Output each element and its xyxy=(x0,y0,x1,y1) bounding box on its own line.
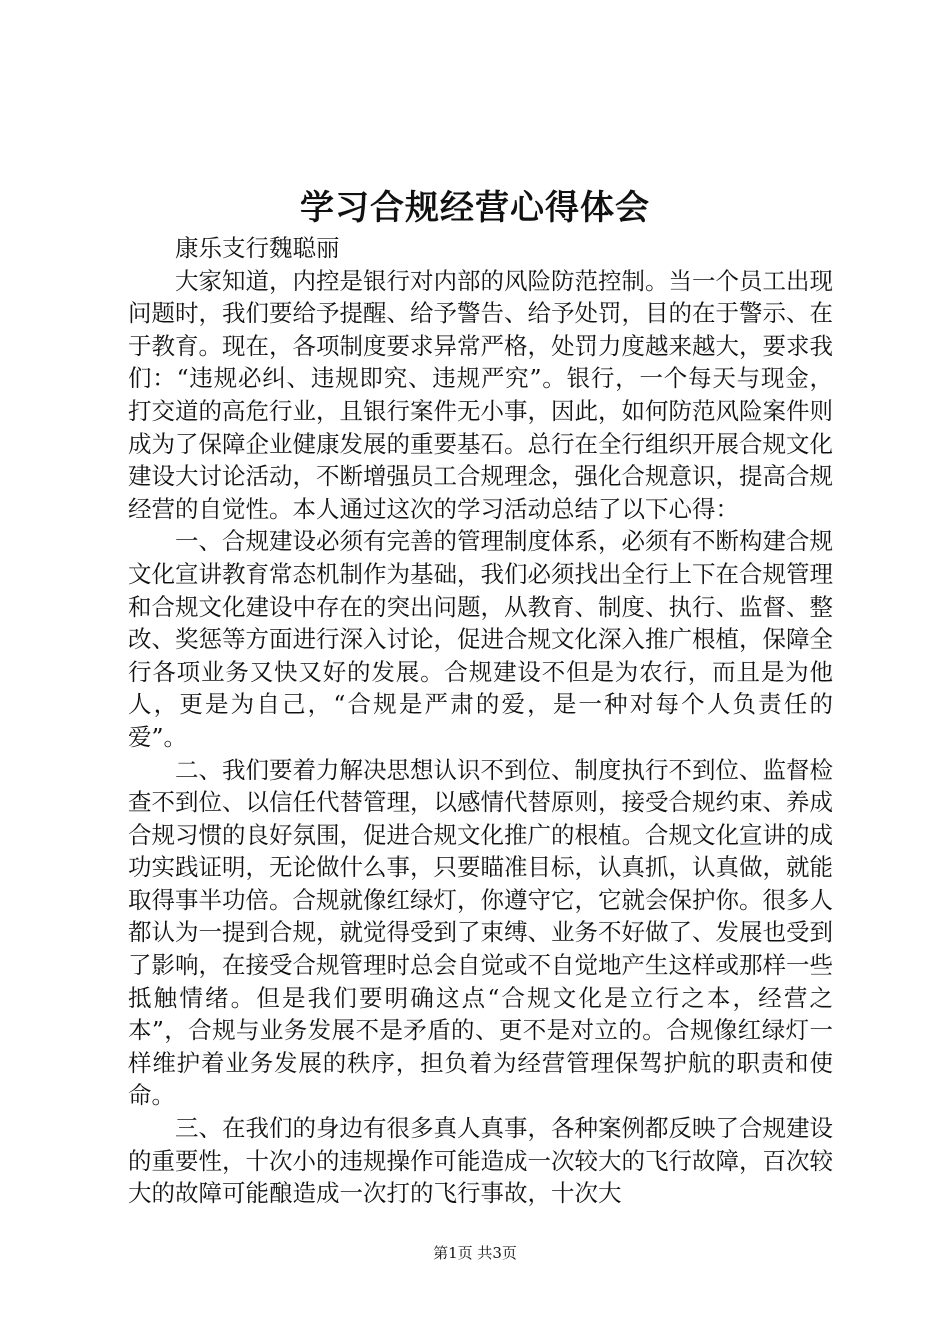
document-title: 学习合规经营心得体会 xyxy=(300,188,650,228)
author-line: 康乐支行魏聪丽 xyxy=(175,234,340,262)
paragraph-point-three: 三、在我们的身边有很多真人真事，各种案例都反映了合规建设的重要性，十次小的违规操作可能造成一次较大的飞行故障，百次较大的故障可能酿造成一次打的飞行事故，十次大 xyxy=(128,1114,833,1208)
paragraph-point-two: 二、我们要着力解决思想认识不到位、制度执行不到位、监督检查不到位、以信任代替管理，以感情代替原则，接受合规约束、养成合规习惯的良好氛围，促进合规文化推广的根植。合规文化宣讲的成功实践证明，无论做什么事，只要瞄准目标，认真抓，认真做，就能取得事半功倍。合规就像红绿灯，你遵守它，它就会保护你。很多人都认为一提到合规，就觉得受到了束缚、业务不好做了、发展也受到了影响，在接受合规管理时总会自觉或不自觉地产生这样或那样一些抵触情绪。但是我们要明确这点“合规文化是立行之本，经营之本”，合规与业务发展不是矛盾的、更不是对立的。合规像红绿灯一样维护着业务发展的秩序，担负着为经营管理保驾护航的职责和使命。 xyxy=(128,755,833,1110)
page-number-footer: 第1页 共3页 xyxy=(433,1244,517,1262)
paragraph-point-one: 一、合规建设必须有完善的管理制度体系，必须有不断构建合规文化宣讲教育常态机制作为基础，我们必须找出全行上下在合规管理和合规文化建设中存在的突出问题，从教育、制度、执行、监督、整改、奖惩等方面进行深入讨论，促进合规文化深入推广根植，保障全行各项业务又快又好的发展。合规建设不但是为农行，而且是为他人，更是为自己，“合规是严肃的爱，是一种对每个人负责任的爱”。 xyxy=(128,527,833,751)
document-body xyxy=(128,232,833,1210)
paragraph-intro: 大家知道，内控是银行对内部的风险防范控制。当一个员工出现问题时，我们要给予提醒、给予警告、给予处罚，目的在于警示、在于教育。现在，各项制度要求异常严格，处罚力度越来越大，要求我们：“违规必纠、违规即究、违规严究”。银行，一个每天与现金，打交道的高危行业，且银行案件无小事，因此，如何防范风险案件则成为了保障企业健康发展的重要基石。总行在全行组织开展合规文化建设大讨论活动，不断增强员工合规理念，强化合规意识，提高合规经营的自觉性。本人通过这次的学习活动总结了以下心得： xyxy=(128,266,833,523)
